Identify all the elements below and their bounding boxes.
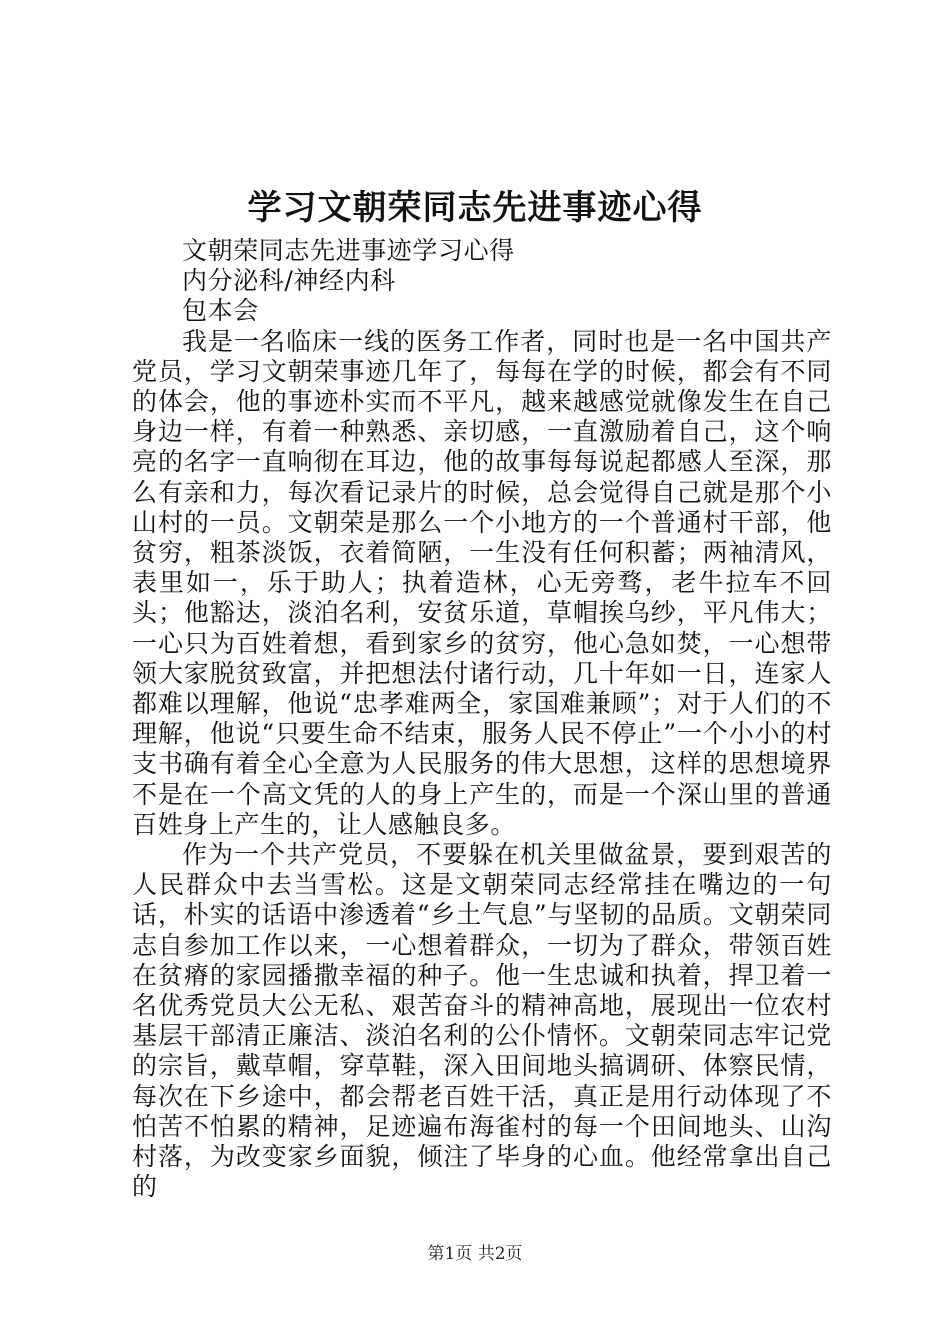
header-line-department: 内分泌科/神经内科 [182,266,396,296]
body-paragraph: 我是一名临床一线的医务工作者，同时也是一名中国共产党员，学习文朝荣事迹几年了，每每在学的时候，都会有不同的体会，他的事迹朴实而不平凡，越来越感觉就像发生在自己身边一样，有着一种熟悉、亲切感，一直激励着自己，这个响亮的名字一直响彻在耳边，他的故事每每说起都感人至深，那么有亲和力，每次看记录片的时候，总会觉得自己就是那个小山村的一员。文朝荣是那么一个小地方的一个普通村干部，他贫穷，粗茶淡饭，衣着简陋，一生没有任何积蓄；两袖清风，表里如一，乐于助人；执着造林，心无旁骛，老牛拉车不回头；他豁达，淡泊名利，安贫乐道，草帽挨乌纱，平凡伟大；一心只为百姓着想，看到家乡的贫穷，他心急如焚，一心想带领大家脱贫致富，并把想法付诸行动，几十年如一日，连家人都难以理解，他说“忠孝难两全，家国难兼顾”；对于人们的不理解，他说“只要生命不结束，服务人民不停止”一个小小的村支书确有着全心全意为人民服务的伟大思想，这样的思想境界不是在一个高文凭的人的身上产生的，而是一个深山里的普通百姓身上产生的，让人感触良多。 [132,326,832,839]
page-number-footer: 第1页 共2页 [427,1244,523,1264]
header-line-author: 包本会 [182,296,259,326]
document-title: 学习文朝荣同志先进事迹心得 [247,188,703,228]
body-paragraph: 作为一个共产党员，不要躲在机关里做盆景，要到艰苦的人民群众中去当雪松。这是文朝荣同志经常挂在嘴边的一句话，朴实的话语中渗透着“乡土气息”与坚韧的品质。文朝荣同志自参加工作以来，一心想着群众，一切为了群众，带领百姓在贫瘠的家园播撒幸福的种子。他一生忠诚和执着，捍卫着一名优秀党员大公无私、艰苦奋斗的精神高地，展现出一位农村基层干部清正廉洁、淡泊名利的公仆情怀。文朝荣同志牢记党的宗旨，戴草帽，穿草鞋，深入田间地头搞调研、体察民情，每次在下乡途中，都会帮老百姓干活，真正是用行动体现了不怕苦不怕累的精神，足迹遍布海雀村的每一个田间地头、山沟村落，为改变家乡面貌，倾注了毕身的心血。他经常拿出自己的 [132,840,832,1202]
header-line-subtitle: 文朝荣同志先进事迹学习心得 [182,236,515,265]
document-body [132,236,832,1203]
